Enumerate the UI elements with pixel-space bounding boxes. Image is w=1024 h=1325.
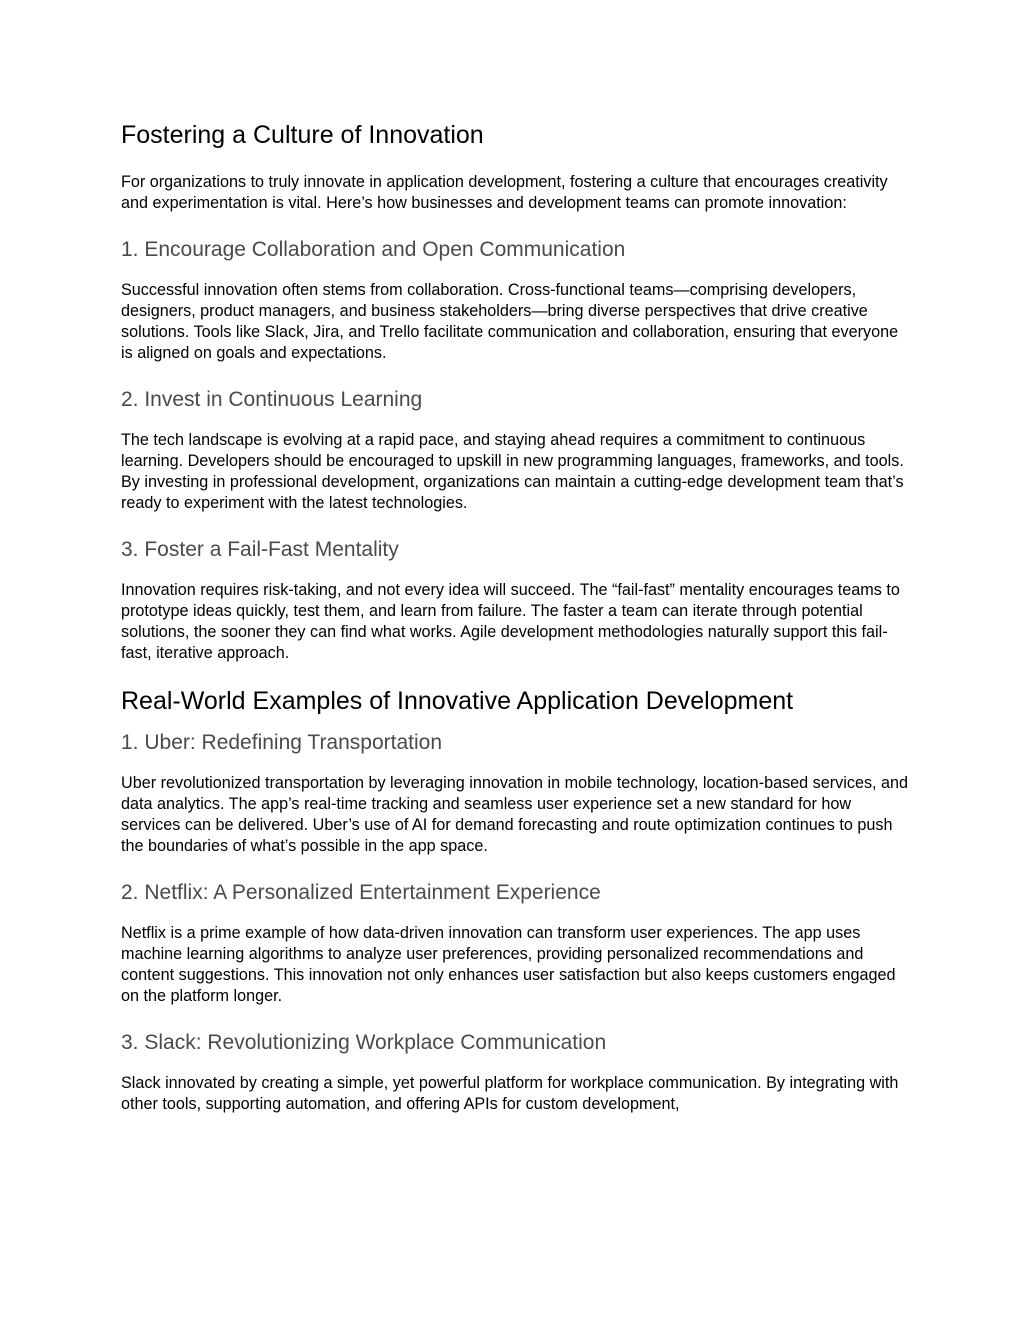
section-intro-culture: For organizations to truly innovate in application development, fostering a culture that encourages creativity and experimentation is vital. Here’s how businesses and development teams can promote innovation: — [121, 173, 888, 212]
section-title-examples: Real-World Examples of Innovative Application Development — [121, 687, 794, 715]
paragraph-uber: Uber revolutionized transportation by leveraging innovation in mobile technology, location-based services, and data analytics. The app’s real-time tracking and seamless user experience set a new standard for how services can be delivered. Uber’s use of AI for demand forecasting and route optimization continues to push the boundaries of what’s possible in the app space. — [121, 774, 909, 855]
paragraph-learning: The tech landscape is evolving at a rapid pace, and staying ahead requires a commitment to continuous learning. Developers should be encouraged to upskill in new programming languages, frameworks, and tools. By investing in professional development, organizations can maintain a cutting-edge development team that’s ready to experiment with the latest technologies. — [121, 431, 904, 512]
subheading-fail-fast: 3. Foster a Fail-Fast Mentality — [121, 538, 399, 561]
subheading-slack: 3. Slack: Revolutionizing Workplace Communication — [121, 1031, 607, 1054]
subheading-uber: 1. Uber: Redefining Transportation — [121, 731, 443, 754]
subheading-learning: 2. Invest in Continuous Learning — [121, 388, 423, 411]
section-title-culture: Fostering a Culture of Innovation — [121, 121, 484, 149]
subheading-netflix: 2. Netflix: A Personalized Entertainment Experience — [121, 881, 601, 904]
paragraph-collaboration: Successful innovation often stems from collaboration. Cross-functional teams—comprising developers, designers, product managers, and business stakeholders—bring diverse perspectives that drive creative solutions. Tools like Slack, Jira, and Trello facilitate communication and collaboration, ensuring that everyone is aligned on goals and expectations. — [121, 281, 899, 362]
paragraph-netflix: Netflix is a prime example of how data-driven innovation can transform user experiences. The app uses machine learning algorithms to analyze user preferences, providing personalized recommendations and content suggestions. This innovation not only enhances user satisfaction but also keeps customers engaged on the platform longer. — [121, 924, 896, 1005]
paragraph-slack: Slack innovated by creating a simple, yet powerful platform for workplace communication. By integrating with other tools, supporting automation, and offering APIs for custom development, — [121, 1074, 899, 1113]
subheading-collaboration: 1. Encourage Collaboration and Open Communication — [121, 238, 626, 261]
document-page — [121, 118, 911, 1115]
paragraph-fail-fast: Innovation requires risk-taking, and not every idea will succeed. The “fail-fast” mentality encourages teams to prototype ideas quickly, test them, and learn from failure. The faster a team can iterate through potential solutions, the sooner they can find what works. Agile development methodologies naturally support this fail-fast, iterative approach. — [121, 581, 900, 662]
